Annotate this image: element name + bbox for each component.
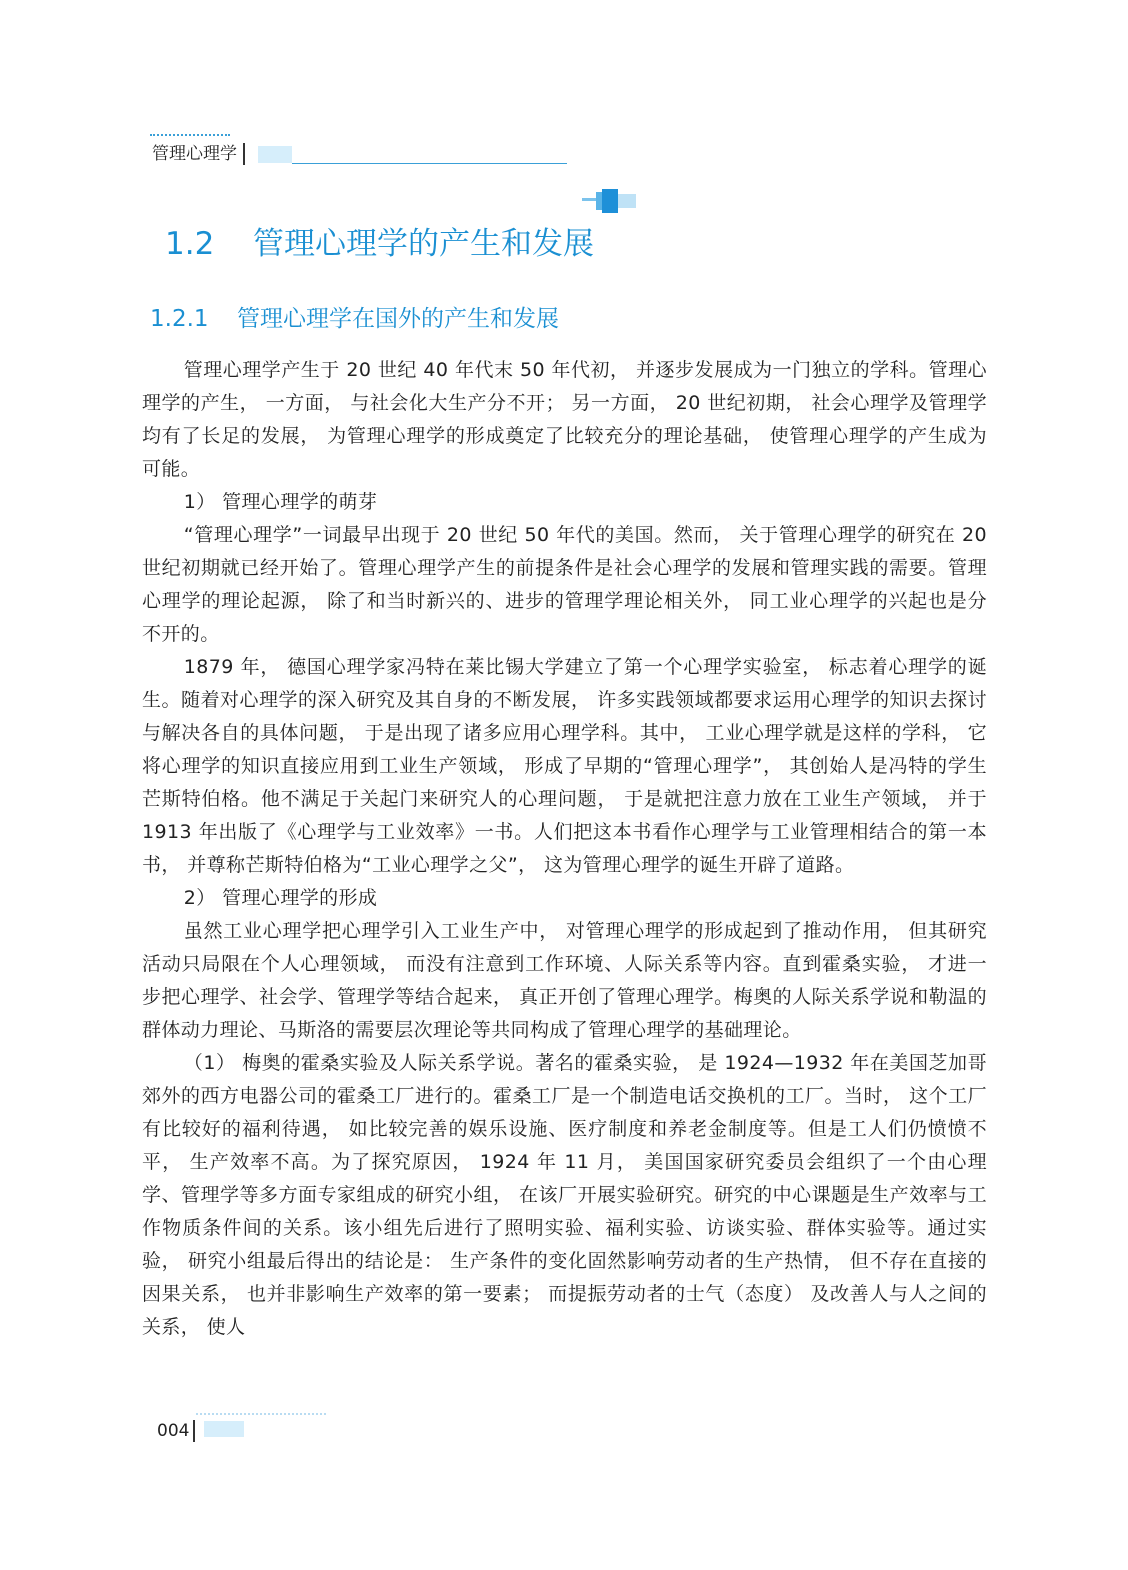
running-header-title: 管理心理学 — [152, 143, 245, 165]
paragraph: （1） 梅奥的霍桑实验及人际关系学说。著名的霍桑实验， 是 1924—1932 年在美国芝加哥郊外的西方电器公司的霍桑工厂进行的。霍桑工厂是一个制造电话交换机的工厂。当时， 这个工厂有比较好的福利待遇， 如比较完善的娱乐设施、医疗制度和养老金制度等。但是工人们仍愤愤不平， 生产效率不高。为了探究原因， 1924 年 11 月， 美国国家研究委员会组织了一个由心理学、管理学等多方面专家组成的研究小组， 在该厂开展实验研究。研究的中心课题是生产效率与工作物质条件间的关系。该小组先后进行了照明实验、福利实验、访谈实验、群体实验等。通过实验， 研究小组最后得出的结论是： 生产条件的变化固然影响劳动者的生产热情， 但不存在直接的因果关系， 也并非影响生产效率的第一要素； 而提振劳动者的士气（态度） 及改善人与人之间的关系， 使人 — [142, 1052, 987, 1338]
paragraph: 虽然工业心理学把心理学引入工业生产中， 对管理心理学的形成起到了推动作用， 但其研究活动只局限在个人心理领域， 而没有注意到工作环境、人际关系等内容。直到霍桑实验， 才进一步把心理学、社会学、管理学等结合起来， 真正开创了管理心理学。梅奥的人际关系学说和勒温的群体动力理论、马斯洛的需要层次理论等共同构成了管理心理学的基础理论。 — [142, 920, 987, 1041]
list-heading: 1） 管理心理学的萌芽 — [183, 491, 378, 513]
paragraph: 1879 年， 德国心理学家冯特在莱比锡大学建立了第一个心理学实验室， 标志着心理学的诞生。随着对心理学的深入研究及其自身的不断发展， 许多实践领域都要求运用心理学的知识去探讨与解决各自的具体问题， 于是出现了诸多应用心理学科。其中， 工业心理学就是这样的学科， 它将心理学的知识直接应用到工业生产领域， 形成了早期的“管理心理学”， 其创始人是冯特的学生芒斯特伯格。他不满足于关起门来研究人的心理问题， 于是就把注意力放在工业生产领域， 并于 1913 年出版了《心理学与工业效率》一书。人们把这本书看作心理学与工业管理相结合的第一本书， 并尊称芒斯特伯格为“工业心理学之父”， 这为管理心理学的诞生开辟了道路。 — [142, 656, 987, 876]
footer-dotted-rule — [196, 1413, 326, 1415]
header-dotted-rule — [150, 134, 230, 136]
section-heading — [165, 222, 594, 266]
subsection-heading — [150, 302, 559, 336]
subsection-number: 1.2.1 — [150, 306, 209, 332]
section-number: 1.2 — [165, 226, 215, 262]
section-title-text: 管理心理学的产生和发展 — [253, 226, 594, 262]
list-heading: 2） 管理心理学的形成 — [183, 887, 378, 909]
body-text — [142, 354, 987, 1344]
section-decoration-icon — [578, 188, 638, 214]
paragraph: 管理心理学产生于 20 世纪 40 年代末 50 年代初， 并逐步发展成为一门独立的学科。管理心理学的产生， 一方面， 与社会化大生产分不开； 另一方面， 20 世纪初期， 社会心理学及管理学均有了长足的发展， 为管理心理学的形成奠定了比较充分的理论基础， 使管理心理学的产生成为可能。 — [142, 359, 987, 480]
page-number: 004 — [157, 1420, 195, 1442]
header-color-block — [258, 146, 292, 163]
subsection-title-text: 管理心理学在国外的产生和发展 — [237, 306, 559, 332]
header-rule — [292, 163, 567, 164]
footer-color-block — [204, 1421, 244, 1437]
paragraph: “管理心理学”一词最早出现于 20 世纪 50 年代的美国。然而， 关于管理心理学的研究在 20 世纪初期就已经开始了。管理心理学产生的前提条件是社会心理学的发展和管理实践的需要。管理心理学的理论起源， 除了和当时新兴的、进步的管理学理论相关外， 同工业心理学的兴起也是分不开的。 — [142, 524, 987, 645]
